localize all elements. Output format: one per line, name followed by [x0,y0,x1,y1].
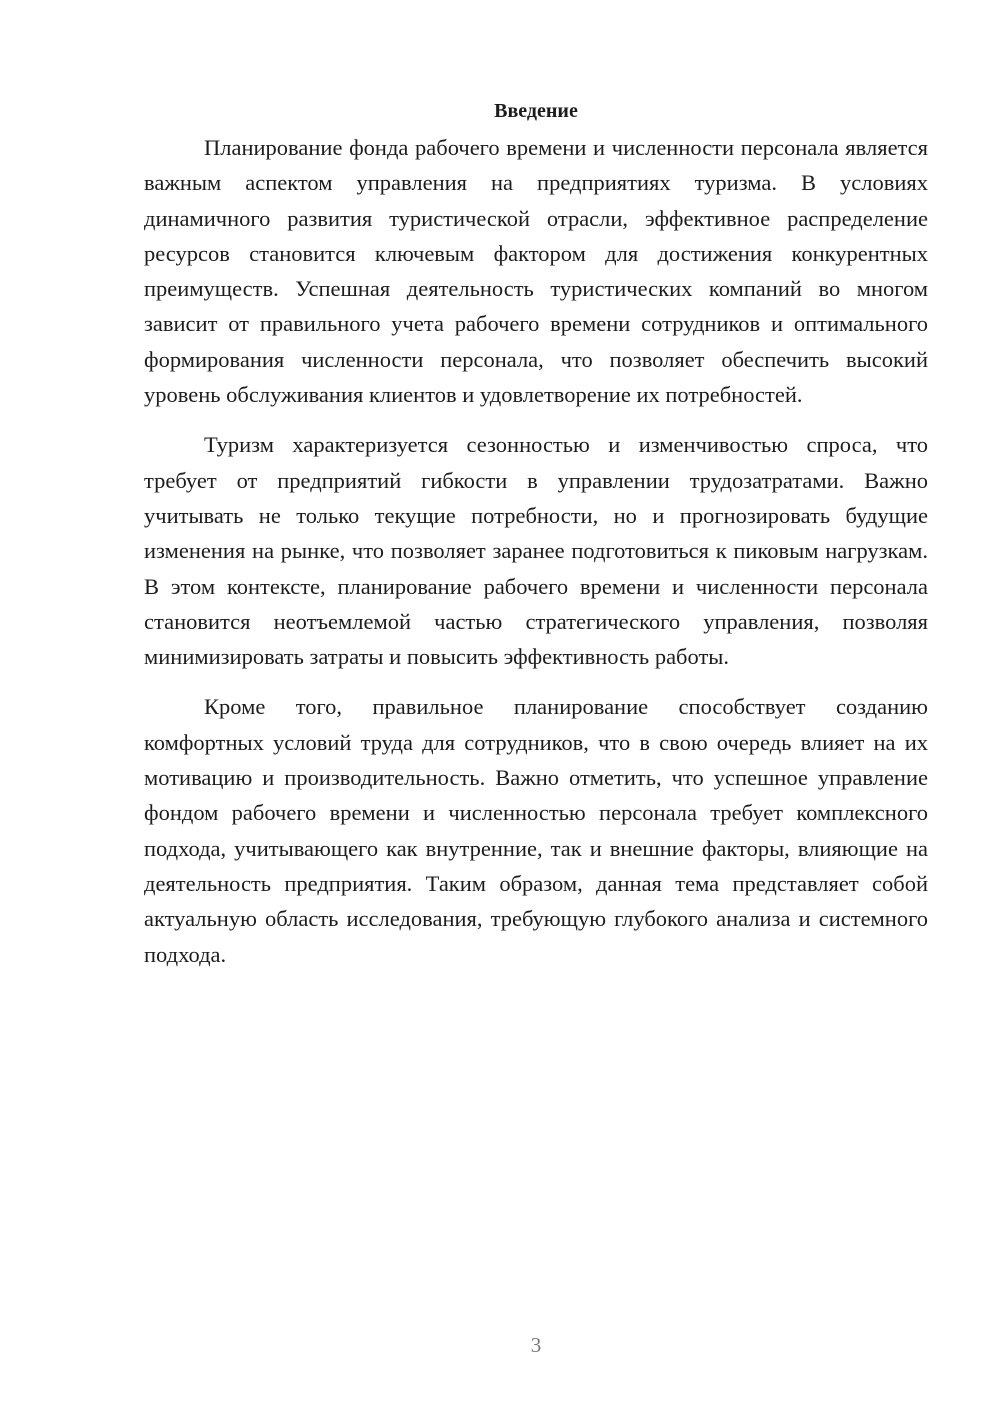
page-number: 3 [530,1333,542,1357]
page-content [144,96,928,972]
paragraph-3: Кроме того, правильное планирование способствует созданию комфортных условий труда для сотрудников, что в свою очередь влияет на их мотивацию и производительность. Важно отметить, что успешное управление фондом рабочего времени и численностью персонала требует комплексного подхода, учитывающего как внутренние, так и внешние факторы, влияющие на деятельность предприятия. Таким образом, данная тема представляет собой актуальную область исследования, требующую глубокого анализа и системного подхода. [144,694,928,967]
paragraph-2: Туризм характеризуется сезонностью и изменчивостью спроса, что требует от предприятий гибкости в управлении трудозатратами. Важно учитывать не только текущие потребности, но и прогнозировать будущие изменения на рынке, что позволяет заранее подготовиться к пиковым нагрузкам. В этом контексте, планирование рабочего времени и численности персонала становится неотъемлемой частью стратегического управления, позволяя минимизировать затраты и повысить эффективность работы. [144,432,928,670]
paragraph-1: Планирование фонда рабочего времени и численности персонала является важным аспектом управления на предприятиях туризма. В условиях динамичного развития туристической отрасли, эффективное распределение ресурсов становится ключевым фактором для достижения конкурентных преимуществ. Успешная деятельность туристических компаний во многом зависит от правильного учета рабочего времени сотрудников и оптимального формирования численности персонала, что позволяет обеспечить высокий уровень обслуживания клиентов и удовлетворение их потребностей. [144,135,928,408]
section-heading: Введение [494,100,578,122]
